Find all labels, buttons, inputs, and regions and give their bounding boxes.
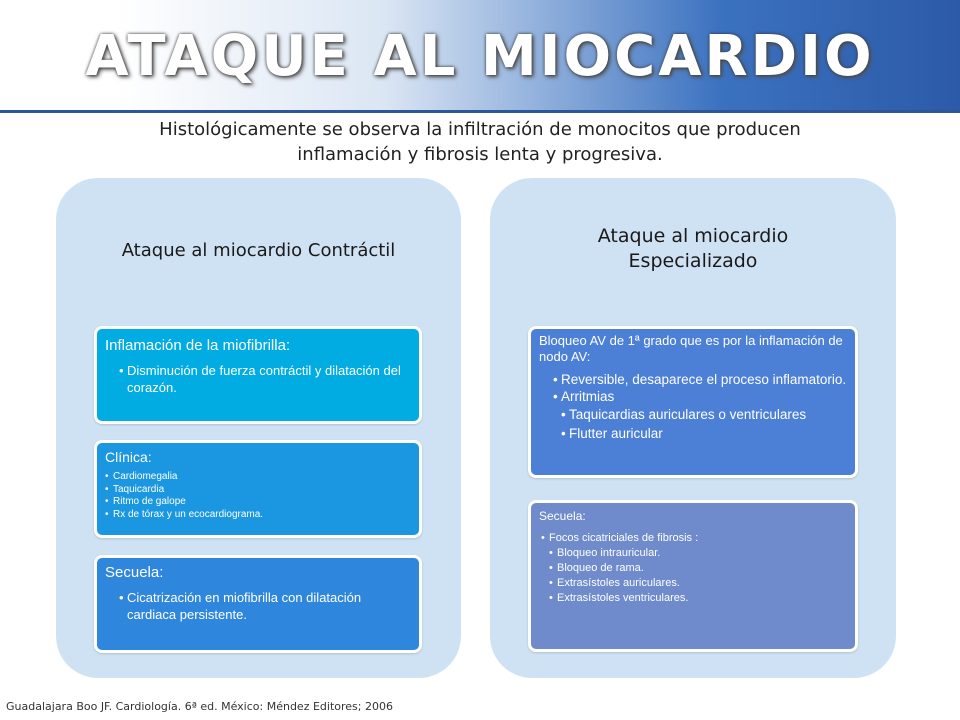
sequel-box-right-title: Secuela: [539,509,586,523]
right-panel-heading-line-2: Especializado [628,250,758,272]
list-item: • Taquicardia [105,484,411,497]
av-block-box [528,326,858,478]
subtitle-line-2: inflamación y fibrosis lenta y progresiva. [297,144,663,165]
list-item: • Extrasístoles ventriculares. [549,591,847,606]
list-item: • Focos cicatriciales de fibrosis : [541,531,847,546]
arrhythmia-sublist [539,405,847,443]
inflammation-box-title: Inflamación de la miofibrilla: [105,337,291,354]
list-item: • Rx de tórax y un ecocardiograma. [105,509,411,522]
list-item: • Arritmias [553,388,847,405]
list-item: • Flutter auricular [561,424,847,443]
list-item: • Cicatrización en miofibrilla con dilatación cardiaca persistente. [119,589,411,623]
title-banner [0,0,960,113]
right-panel-heading [500,224,886,274]
fibrosis-list [539,531,847,546]
list-item: • Ritmo de galope [105,496,411,509]
list-item: • Extrasístoles auriculares. [549,576,847,591]
inflammation-list [105,362,411,396]
clinical-box [94,440,422,538]
list-item: • Bloqueo intrauricular. [549,546,847,561]
av-block-box-title: Bloqueo AV de 1ª grado que es por la inflamación de nodo AV: [539,333,843,364]
list-item: • Cardiomegalia [105,471,411,484]
right-panel-heading-line-1: Ataque al miocardio [597,225,789,247]
sequel-list [105,589,411,623]
left-panel [56,178,461,678]
subtitle-line-1: Histológicamente se observa la infiltración de monocitos que producen [159,119,801,140]
list-item: • Reversible, desaparece el proceso inflamatorio. [553,371,847,388]
list-item: • Bloqueo de rama. [549,561,847,576]
slide-title: ATAQUE AL MIOCARDIO [85,24,875,89]
list-item: • Disminución de fuerza contráctil y dilatación del corazón. [119,362,411,396]
citation-footer: Guadalajara Boo JF. Cardiología. 6ª ed. México: Méndez Editores; 2006 [6,700,393,713]
clinical-box-title: Clínica: [105,449,152,465]
list-item: • Taquicardias auriculares o ventriculares [561,405,847,424]
av-block-list [539,371,847,405]
sequel-box-right [528,500,858,652]
clinical-list [105,471,411,521]
right-panel [490,178,896,678]
sequel-box-title: Secuela: [105,564,164,581]
slide-subtitle [40,117,920,167]
sequel-box [94,555,422,653]
inflammation-box [94,326,422,424]
fibrosis-sublist [539,546,847,606]
left-panel-heading: Ataque al miocardio Contráctil [121,240,396,261]
